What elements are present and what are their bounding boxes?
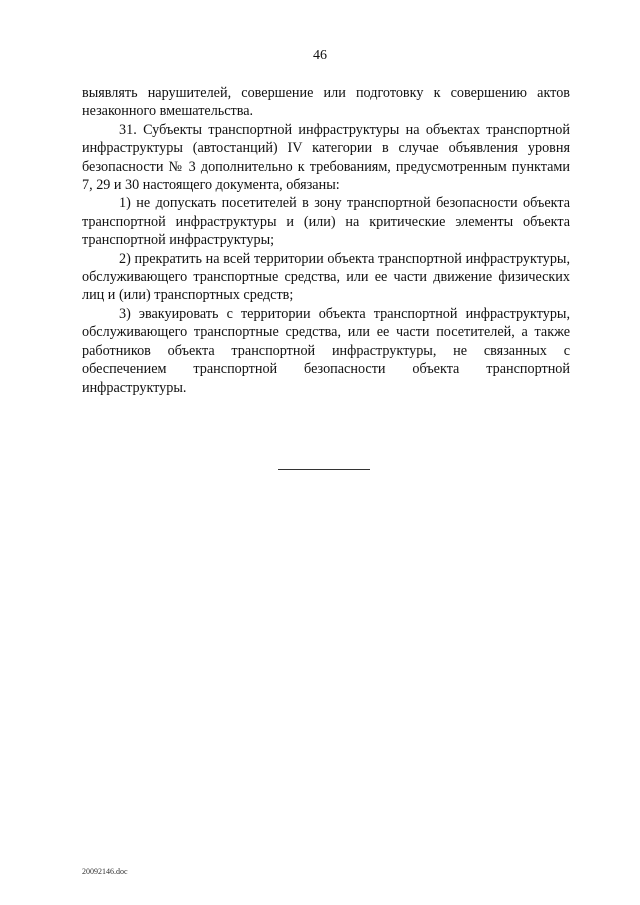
paragraph-item-31: 31. Субъекты транспортной инфраструктуры на объектах транспортной инфраструктуры (автостанций) IV категории в случае объявления уровня безопасности № 3 дополнительно к требованиям, предусмотренным пунктами 7, 29 и 30 настоящего документа, обязаны:: [82, 121, 570, 194]
document-body: [82, 84, 570, 397]
paragraph-subitem-2: 2) прекратить на всей территории объекта транспортной инфраструктуры, обслуживающего транспортные средства, или ее части движение физических лиц и (или) транспортных средств;: [82, 250, 570, 304]
paragraph-subitem-1: 1) не допускать посетителей в зону транспортной безопасности объекта транспортной инфраструктуры и (или) на критические элементы объекта транспортной инфраструктуры;: [82, 195, 570, 249]
footer-document-code: 20092146.doc: [82, 867, 128, 876]
end-separator-line: [278, 469, 370, 470]
paragraph-subitem-3: 3) эвакуировать с территории объекта транспортной инфраструктуры, обслуживающего транспортные средства, или ее части посетителей, а также работников объекта транспортной инфраструктуры, не связанных с обеспечением транспортной безопасности объекта транспортной инфраструктуры.: [82, 305, 570, 396]
paragraph-continuation: выявлять нарушителей, совершение или подготовку к совершению актов незаконного вмешательства.: [82, 85, 570, 120]
page-number: 46: [313, 48, 327, 63]
